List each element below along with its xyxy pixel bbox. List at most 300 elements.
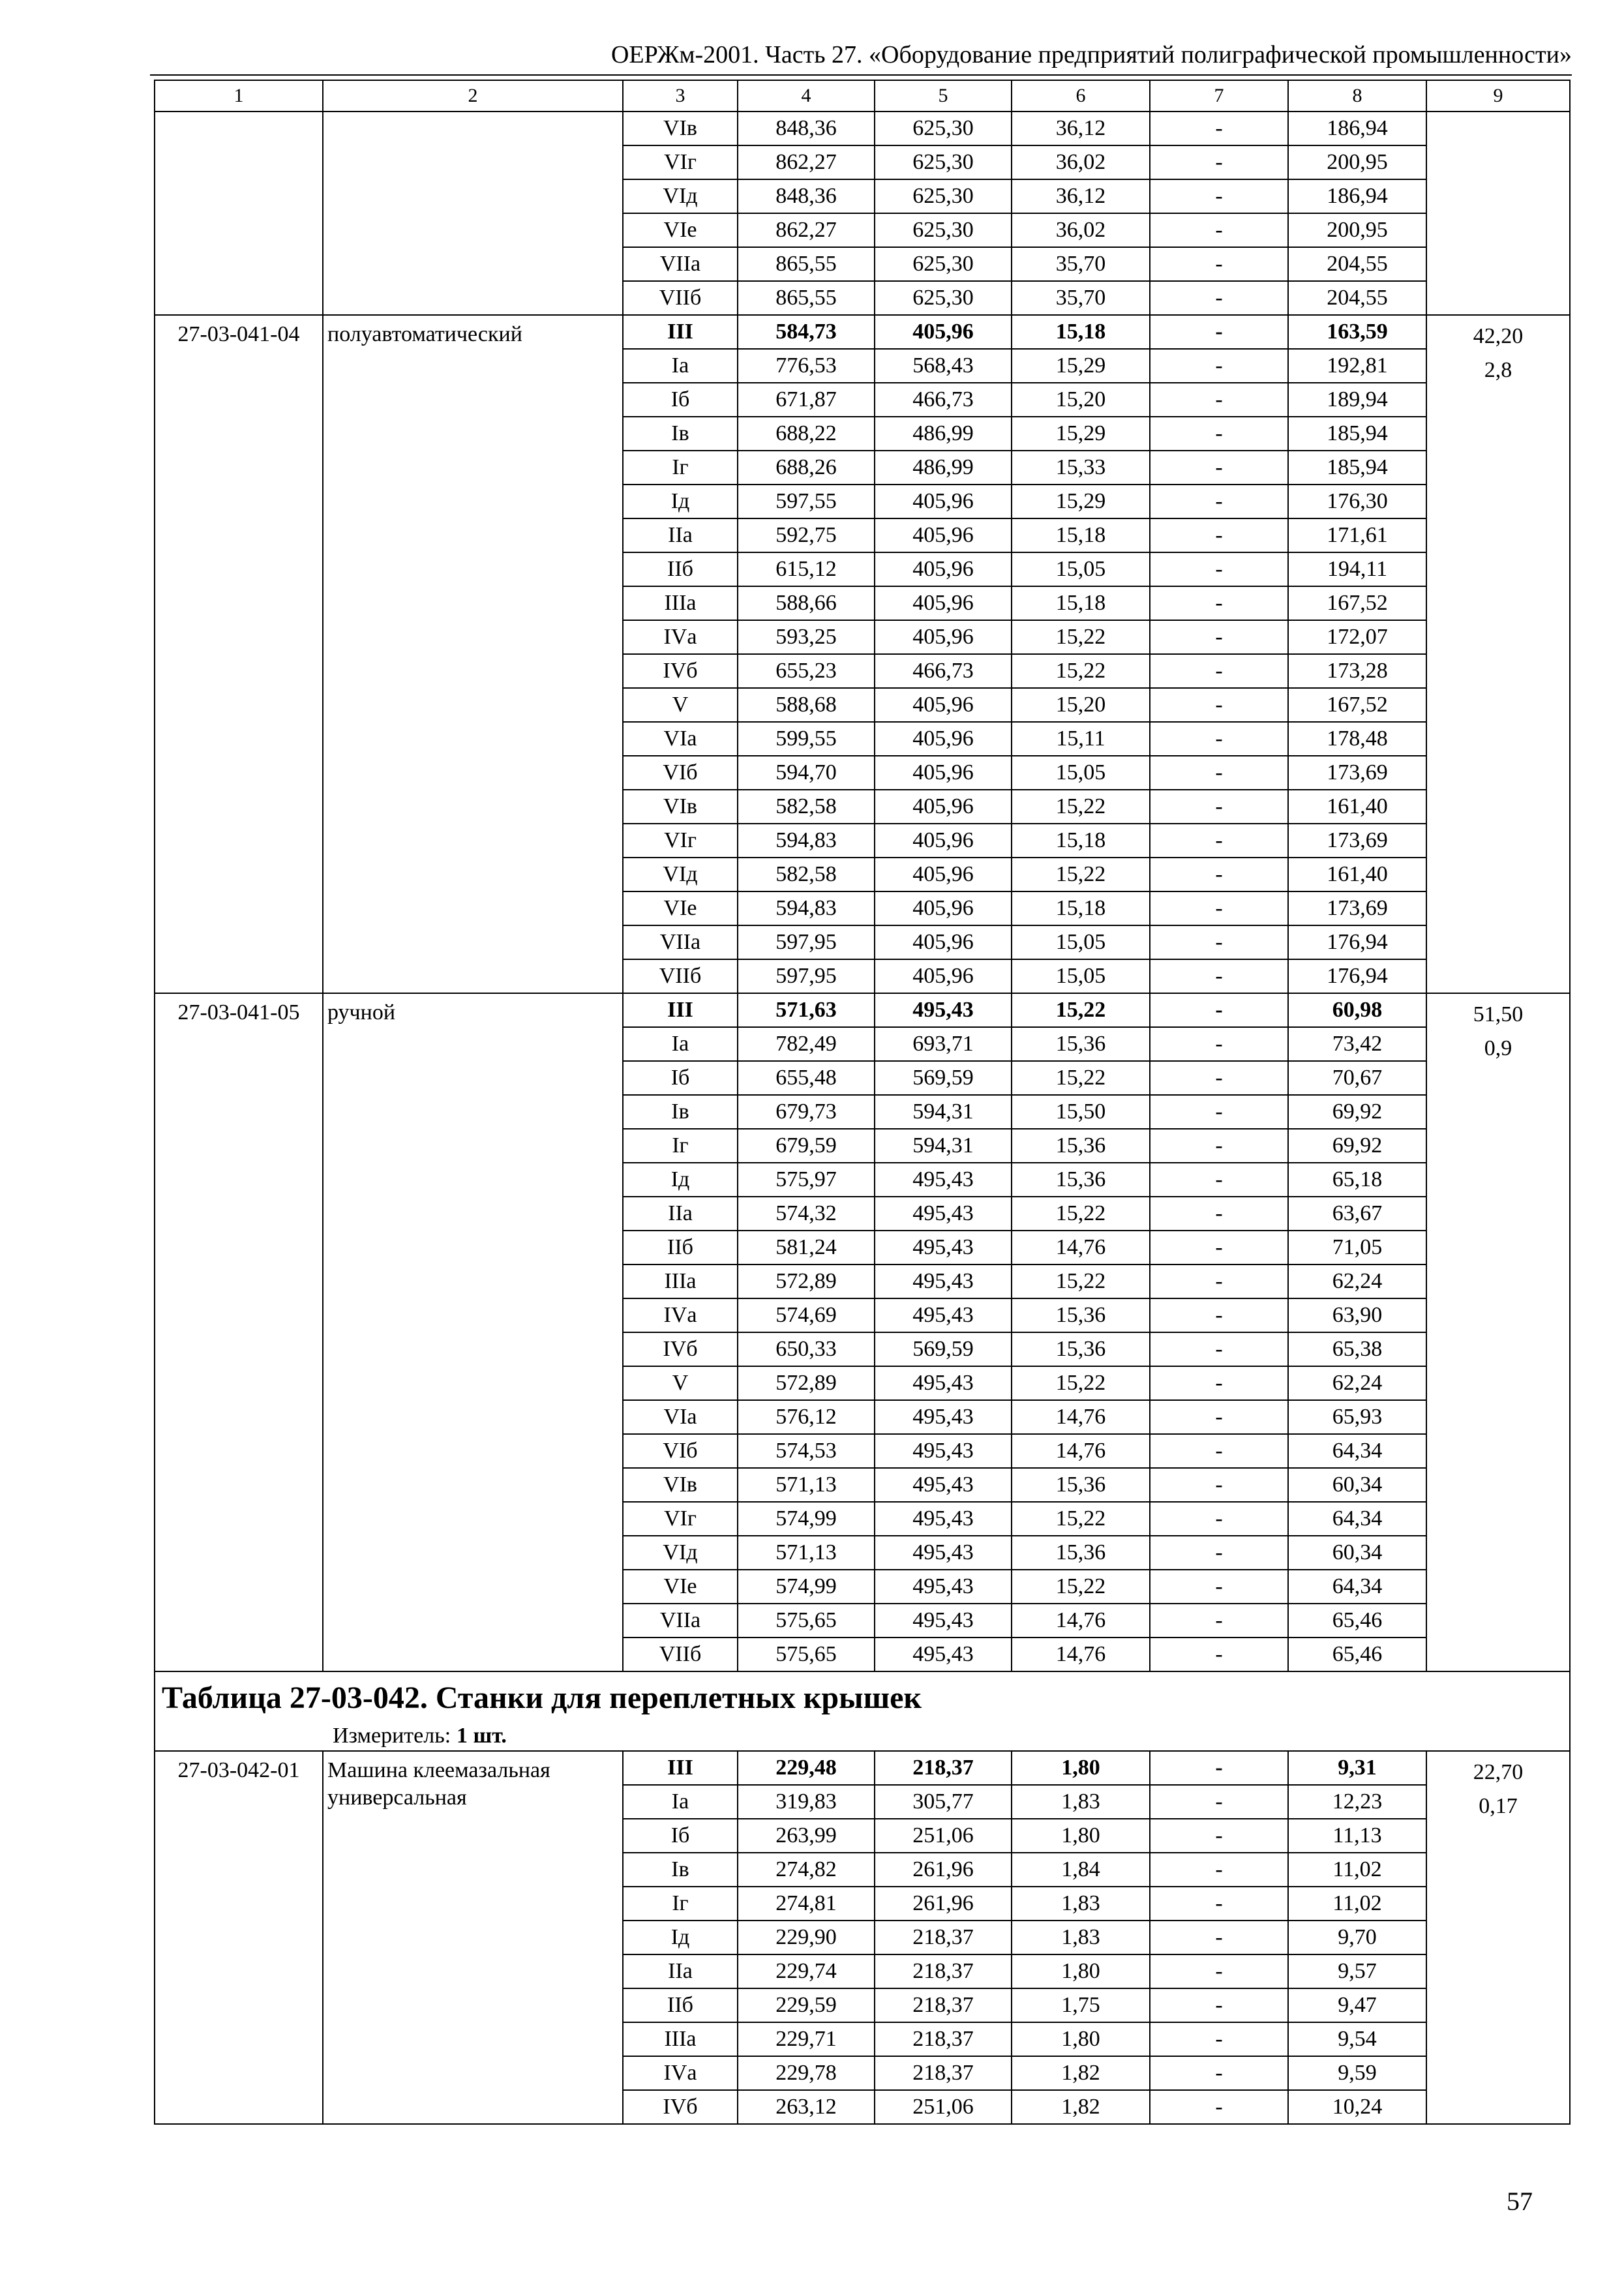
table-cell: 688,26 — [738, 451, 875, 485]
table-cell: 186,94 — [1288, 179, 1426, 213]
table-cell: - — [1150, 586, 1288, 620]
col9-cell — [1426, 1751, 1570, 2124]
table-cell: 597,55 — [738, 485, 875, 518]
table-cell: 161,40 — [1288, 790, 1426, 824]
table-cell: - — [1150, 756, 1288, 790]
page-number: 57 — [1507, 2187, 1533, 2216]
table-cell: 15,22 — [1012, 858, 1150, 891]
table-cell: 574,69 — [738, 1298, 875, 1332]
table-cell: 571,13 — [738, 1468, 875, 1502]
table-cell: 575,97 — [738, 1163, 875, 1197]
col9-cell — [1426, 993, 1570, 1671]
table-cell: - — [1150, 925, 1288, 959]
table-cell: - — [1150, 1887, 1288, 1921]
page-header: ОЕРЖм-2001. Часть 27. «Оборудование предприятий полиграфической промышленности» — [610, 41, 1572, 68]
column-number: 6 — [1012, 80, 1150, 112]
table-cell: 625,30 — [875, 281, 1012, 315]
table-cell: 9,59 — [1288, 2056, 1426, 2090]
table-cell: 495,43 — [875, 1570, 1012, 1604]
table-cell: 176,94 — [1288, 959, 1426, 993]
table-cell: 261,96 — [875, 1853, 1012, 1887]
table-cell: - — [1150, 1785, 1288, 1819]
table-cell: 261,96 — [875, 1887, 1012, 1921]
rate-name: полуавтоматический — [327, 322, 522, 346]
table-cell: III — [623, 315, 738, 349]
table-cell: 63,90 — [1288, 1298, 1426, 1332]
table-cell: 319,83 — [738, 1785, 875, 1819]
table-cell: 204,55 — [1288, 247, 1426, 281]
table-cell: - — [1150, 552, 1288, 586]
table-cell: 1,80 — [1012, 1819, 1150, 1853]
table-cell: - — [1150, 1095, 1288, 1129]
table-cell: VIг — [623, 824, 738, 858]
table-cell: 36,02 — [1012, 213, 1150, 247]
table-cell: 575,65 — [738, 1638, 875, 1671]
table-cell: 625,30 — [875, 247, 1012, 281]
table-cell: 15,18 — [1012, 586, 1150, 620]
table-cell: VIв — [623, 1468, 738, 1502]
table-cell: 178,48 — [1288, 722, 1426, 756]
table-cell: - — [1150, 1366, 1288, 1400]
table-cell: 405,96 — [875, 756, 1012, 790]
table-cell: Iб — [623, 383, 738, 417]
table-cell: 584,73 — [738, 315, 875, 349]
name-cell — [323, 1751, 623, 2124]
table-cell: 15,22 — [1012, 790, 1150, 824]
table-cell: 11,13 — [1288, 1819, 1426, 1853]
table-cell: 9,70 — [1288, 1921, 1426, 1954]
table-cell: IIIа — [623, 1264, 738, 1298]
table-cell: Iг — [623, 1887, 738, 1921]
table-cell: 15,18 — [1012, 518, 1150, 552]
col9-value: 42,20 — [1473, 324, 1524, 348]
table-body — [155, 80, 1570, 2124]
table-cell: 173,69 — [1288, 891, 1426, 925]
table-cell: IVб — [623, 2090, 738, 2124]
table-cell: - — [1150, 1061, 1288, 1095]
table-cell: 171,61 — [1288, 518, 1426, 552]
table-cell: IIб — [623, 552, 738, 586]
table-cell: 15,18 — [1012, 315, 1150, 349]
table-cell: 1,82 — [1012, 2090, 1150, 2124]
table-cell: 9,47 — [1288, 1988, 1426, 2022]
table-cell: 69,92 — [1288, 1095, 1426, 1129]
table-cell: - — [1150, 213, 1288, 247]
table-cell: 14,76 — [1012, 1434, 1150, 1468]
table-cell: VIд — [623, 179, 738, 213]
table-cell: VIб — [623, 1434, 738, 1468]
table-cell: - — [1150, 1638, 1288, 1671]
table-cell: 60,34 — [1288, 1468, 1426, 1502]
table-cell: 218,37 — [875, 1921, 1012, 1954]
rate-code: 27-03-041-05 — [177, 1000, 300, 1025]
table-cell: 15,36 — [1012, 1027, 1150, 1061]
table-cell: 594,31 — [875, 1129, 1012, 1163]
table-cell: 176,94 — [1288, 925, 1426, 959]
table-cell: 655,23 — [738, 654, 875, 688]
table-cell: Iд — [623, 1163, 738, 1197]
table-cell: 15,22 — [1012, 1264, 1150, 1298]
table-cell: 15,22 — [1012, 1197, 1150, 1231]
table-cell: - — [1150, 247, 1288, 281]
table-cell: VIIа — [623, 247, 738, 281]
table-cell: VIг — [623, 1502, 738, 1536]
table-cell: VIв — [623, 790, 738, 824]
table-cell: 405,96 — [875, 688, 1012, 722]
table-cell: 274,82 — [738, 1853, 875, 1887]
table-cell: IVа — [623, 1298, 738, 1332]
table-cell: - — [1150, 1751, 1288, 1785]
name-cell — [323, 993, 623, 1671]
table-cell: - — [1150, 1921, 1288, 1954]
table-cell: 405,96 — [875, 722, 1012, 756]
table-cell: 15,36 — [1012, 1163, 1150, 1197]
table-cell: 782,49 — [738, 1027, 875, 1061]
table-cell: 495,43 — [875, 1536, 1012, 1570]
table-cell: 495,43 — [875, 1434, 1012, 1468]
name-cell — [323, 112, 623, 315]
table-cell: - — [1150, 1853, 1288, 1887]
table-cell: 14,76 — [1012, 1604, 1150, 1638]
table-row — [155, 993, 1570, 1027]
table-cell: 15,29 — [1012, 485, 1150, 518]
table-cell: 576,12 — [738, 1400, 875, 1434]
table-cell: Iд — [623, 1921, 738, 1954]
table-cell: 161,40 — [1288, 858, 1426, 891]
table-cell: 229,71 — [738, 2022, 875, 2056]
table-cell: 36,12 — [1012, 179, 1150, 213]
table-cell: - — [1150, 1502, 1288, 1536]
table-cell: 15,29 — [1012, 349, 1150, 383]
table-cell: 60,34 — [1288, 1536, 1426, 1570]
header-rule — [150, 74, 1572, 76]
column-number: 3 — [623, 80, 738, 112]
table-cell: 865,55 — [738, 247, 875, 281]
table-cell: VIд — [623, 858, 738, 891]
table-cell: IIа — [623, 518, 738, 552]
table-cell: IIIа — [623, 586, 738, 620]
table-cell: 229,74 — [738, 1954, 875, 1988]
table-cell: 15,18 — [1012, 824, 1150, 858]
table-cell: - — [1150, 1434, 1288, 1468]
table-cell: Iг — [623, 1129, 738, 1163]
table-cell: - — [1150, 688, 1288, 722]
table-cell: 582,58 — [738, 858, 875, 891]
table-cell: 597,95 — [738, 925, 875, 959]
table-cell: 167,52 — [1288, 688, 1426, 722]
table-cell: 597,95 — [738, 959, 875, 993]
table-cell: 185,94 — [1288, 417, 1426, 451]
rate-name: Машина клеемазальная универсальная — [327, 1758, 550, 1810]
table-cell: 588,66 — [738, 586, 875, 620]
table-cell: 405,96 — [875, 518, 1012, 552]
table-cell: 274,81 — [738, 1887, 875, 1921]
table-cell: 594,83 — [738, 824, 875, 858]
table-cell: 15,36 — [1012, 1298, 1150, 1332]
table-cell: 1,83 — [1012, 1887, 1150, 1921]
table-cell: 581,24 — [738, 1231, 875, 1264]
table-cell: 569,59 — [875, 1332, 1012, 1366]
table-cell: VIа — [623, 722, 738, 756]
table-cell: 218,37 — [875, 1954, 1012, 1988]
table-cell: 15,22 — [1012, 620, 1150, 654]
table-cell: 1,75 — [1012, 1988, 1150, 2022]
table-cell: 163,59 — [1288, 315, 1426, 349]
table-cell: IIб — [623, 1988, 738, 2022]
code-cell — [155, 315, 323, 993]
table-cell: 495,43 — [875, 993, 1012, 1027]
column-number: 7 — [1150, 80, 1288, 112]
table-cell: Iб — [623, 1819, 738, 1853]
table-cell: 65,46 — [1288, 1604, 1426, 1638]
table-cell: - — [1150, 179, 1288, 213]
table-cell: - — [1150, 1468, 1288, 1502]
table-cell: 10,24 — [1288, 2090, 1426, 2124]
table-cell: 1,82 — [1012, 2056, 1150, 2090]
table-cell: - — [1150, 2022, 1288, 2056]
table-cell: 615,12 — [738, 552, 875, 586]
table-cell: IVа — [623, 2056, 738, 2090]
table-cell: 679,73 — [738, 1095, 875, 1129]
table-cell: - — [1150, 451, 1288, 485]
table-cell: 65,18 — [1288, 1163, 1426, 1197]
section-row — [155, 1671, 1570, 1751]
column-numbers-row — [155, 80, 1570, 112]
table-cell: 15,29 — [1012, 417, 1150, 451]
table-cell: 599,55 — [738, 722, 875, 756]
table-cell: 173,69 — [1288, 756, 1426, 790]
code-cell — [155, 1751, 323, 2124]
table-cell: 405,96 — [875, 891, 1012, 925]
table-cell: 15,22 — [1012, 993, 1150, 1027]
table-cell: 594,83 — [738, 891, 875, 925]
table-cell: - — [1150, 112, 1288, 145]
table-cell: IIа — [623, 1197, 738, 1231]
table-cell: 36,12 — [1012, 112, 1150, 145]
table-cell: 571,63 — [738, 993, 875, 1027]
table-cell: 218,37 — [875, 2022, 1012, 2056]
table-cell: 495,43 — [875, 1231, 1012, 1264]
table-cell: 1,80 — [1012, 1751, 1150, 1785]
table-cell: 14,76 — [1012, 1231, 1150, 1264]
table-cell: - — [1150, 2090, 1288, 2124]
table-cell: 62,24 — [1288, 1366, 1426, 1400]
table-cell: 15,18 — [1012, 891, 1150, 925]
table-cell: 572,89 — [738, 1264, 875, 1298]
table-cell: - — [1150, 654, 1288, 688]
table-cell: 495,43 — [875, 1400, 1012, 1434]
table-cell: 486,99 — [875, 451, 1012, 485]
table-cell: 15,36 — [1012, 1536, 1150, 1570]
table-cell: 185,94 — [1288, 451, 1426, 485]
table-cell: 9,31 — [1288, 1751, 1426, 1785]
table-cell: - — [1150, 2056, 1288, 2090]
table-cell: 495,43 — [875, 1604, 1012, 1638]
table-cell: Iв — [623, 1095, 738, 1129]
table-cell: - — [1150, 891, 1288, 925]
table-cell: VIIа — [623, 1604, 738, 1638]
table-cell: 495,43 — [875, 1163, 1012, 1197]
table-cell: - — [1150, 1298, 1288, 1332]
table-cell: 251,06 — [875, 2090, 1012, 2124]
table-cell: 65,46 — [1288, 1638, 1426, 1671]
table-cell: 263,99 — [738, 1819, 875, 1853]
table-cell: III — [623, 1751, 738, 1785]
table-cell: 218,37 — [875, 2056, 1012, 2090]
table-cell: 679,59 — [738, 1129, 875, 1163]
table-cell: 1,80 — [1012, 2022, 1150, 2056]
table-cell: 229,78 — [738, 2056, 875, 2090]
section-cell — [155, 1671, 1570, 1751]
table-cell: 574,53 — [738, 1434, 875, 1468]
table-cell: VIIа — [623, 925, 738, 959]
table-cell: Iг — [623, 451, 738, 485]
table-cell: 9,54 — [1288, 2022, 1426, 2056]
table-cell: - — [1150, 1163, 1288, 1197]
table-cell: 568,43 — [875, 349, 1012, 383]
table-cell: 593,25 — [738, 620, 875, 654]
table-cell: VIб — [623, 756, 738, 790]
column-number: 5 — [875, 80, 1012, 112]
table-cell: 69,92 — [1288, 1129, 1426, 1163]
table-cell: 218,37 — [875, 1751, 1012, 1785]
table-cell: 594,31 — [875, 1095, 1012, 1129]
table-cell: 405,96 — [875, 315, 1012, 349]
table-cell: 594,70 — [738, 756, 875, 790]
table-cell: 574,32 — [738, 1197, 875, 1231]
table-row — [155, 1751, 1570, 1785]
table-cell: 62,24 — [1288, 1264, 1426, 1298]
table-cell: - — [1150, 1400, 1288, 1434]
table-cell: 693,71 — [875, 1027, 1012, 1061]
table-cell: 15,11 — [1012, 722, 1150, 756]
table-cell: 229,48 — [738, 1751, 875, 1785]
table-cell: 15,36 — [1012, 1468, 1150, 1502]
table-cell: 650,33 — [738, 1332, 875, 1366]
table-cell: IVб — [623, 1332, 738, 1366]
table-cell: 35,70 — [1012, 247, 1150, 281]
table-cell: - — [1150, 315, 1288, 349]
table-cell: 405,96 — [875, 586, 1012, 620]
table-cell: - — [1150, 1332, 1288, 1366]
table-cell: III — [623, 993, 738, 1027]
table-cell: 15,22 — [1012, 1061, 1150, 1095]
table-cell: 65,93 — [1288, 1400, 1426, 1434]
table-cell: 186,94 — [1288, 112, 1426, 145]
table-cell: 192,81 — [1288, 349, 1426, 383]
table-cell: - — [1150, 383, 1288, 417]
table-cell: 571,13 — [738, 1536, 875, 1570]
table-cell: 15,22 — [1012, 1570, 1150, 1604]
table-cell: Iд — [623, 485, 738, 518]
column-number: 8 — [1288, 80, 1426, 112]
table-cell: 1,80 — [1012, 1954, 1150, 1988]
table-row — [155, 315, 1570, 349]
table-cell: 466,73 — [875, 654, 1012, 688]
table-cell: 574,99 — [738, 1570, 875, 1604]
name-cell — [323, 315, 623, 993]
table-cell: 11,02 — [1288, 1887, 1426, 1921]
table-cell: 575,65 — [738, 1604, 875, 1638]
table-cell: - — [1150, 1027, 1288, 1061]
table-cell: 405,96 — [875, 790, 1012, 824]
table-cell: 36,02 — [1012, 145, 1150, 179]
table-cell: 9,57 — [1288, 1954, 1426, 1988]
col9-value: 51,50 — [1473, 1002, 1524, 1026]
col9-value: 0,9 — [1484, 1036, 1512, 1060]
table-cell: 15,36 — [1012, 1129, 1150, 1163]
table-cell: 625,30 — [875, 145, 1012, 179]
table-cell: VIе — [623, 1570, 738, 1604]
table-cell: VIд — [623, 1536, 738, 1570]
table-cell: IIа — [623, 1954, 738, 1988]
table-cell: 671,87 — [738, 383, 875, 417]
table-row — [155, 112, 1570, 145]
table-cell: 15,22 — [1012, 1502, 1150, 1536]
table-cell: VIIб — [623, 959, 738, 993]
table-cell: 848,36 — [738, 112, 875, 145]
table-cell: 405,96 — [875, 620, 1012, 654]
section-title: Таблица 27-03-042. Станки для переплетных крышек — [162, 1681, 922, 1715]
table-cell: - — [1150, 858, 1288, 891]
table-cell: 15,05 — [1012, 756, 1150, 790]
table-cell: 263,12 — [738, 2090, 875, 2124]
table-cell: 495,43 — [875, 1502, 1012, 1536]
table-cell: 495,43 — [875, 1638, 1012, 1671]
col9-value: 2,8 — [1484, 358, 1512, 382]
table-cell: IIIа — [623, 2022, 738, 2056]
table-cell: 229,59 — [738, 1988, 875, 2022]
column-number: 4 — [738, 80, 875, 112]
table-cell: 194,11 — [1288, 552, 1426, 586]
table-cell: 625,30 — [875, 213, 1012, 247]
table-cell: - — [1150, 1536, 1288, 1570]
table-cell: 405,96 — [875, 552, 1012, 586]
table-cell: 405,96 — [875, 824, 1012, 858]
table-cell: 14,76 — [1012, 1400, 1150, 1434]
col9-value: 0,17 — [1479, 1794, 1518, 1818]
table-cell: - — [1150, 1819, 1288, 1853]
table-cell: 64,34 — [1288, 1434, 1426, 1468]
table-cell: 173,69 — [1288, 824, 1426, 858]
table-cell: V — [623, 688, 738, 722]
table-cell: 204,55 — [1288, 281, 1426, 315]
table-cell: 15,50 — [1012, 1095, 1150, 1129]
table-cell: VIIб — [623, 1638, 738, 1671]
table-cell: 582,58 — [738, 790, 875, 824]
table-cell: 405,96 — [875, 959, 1012, 993]
table-cell: 305,77 — [875, 1785, 1012, 1819]
table-cell: 776,53 — [738, 349, 875, 383]
table-cell: Iв — [623, 1853, 738, 1887]
table-cell: - — [1150, 1988, 1288, 2022]
table-cell: Iа — [623, 1027, 738, 1061]
table-cell: - — [1150, 145, 1288, 179]
table-cell: - — [1150, 824, 1288, 858]
table-cell: - — [1150, 349, 1288, 383]
column-number: 2 — [323, 80, 623, 112]
table-cell: 405,96 — [875, 485, 1012, 518]
table-cell: - — [1150, 1264, 1288, 1298]
table-cell: 1,84 — [1012, 1853, 1150, 1887]
table-cell: 15,20 — [1012, 688, 1150, 722]
table-cell: 200,95 — [1288, 213, 1426, 247]
col9-value: 22,70 — [1473, 1760, 1524, 1784]
table-cell: 862,27 — [738, 145, 875, 179]
table-cell: 65,38 — [1288, 1332, 1426, 1366]
table-cell: 1,83 — [1012, 1921, 1150, 1954]
table-cell: 12,23 — [1288, 1785, 1426, 1819]
